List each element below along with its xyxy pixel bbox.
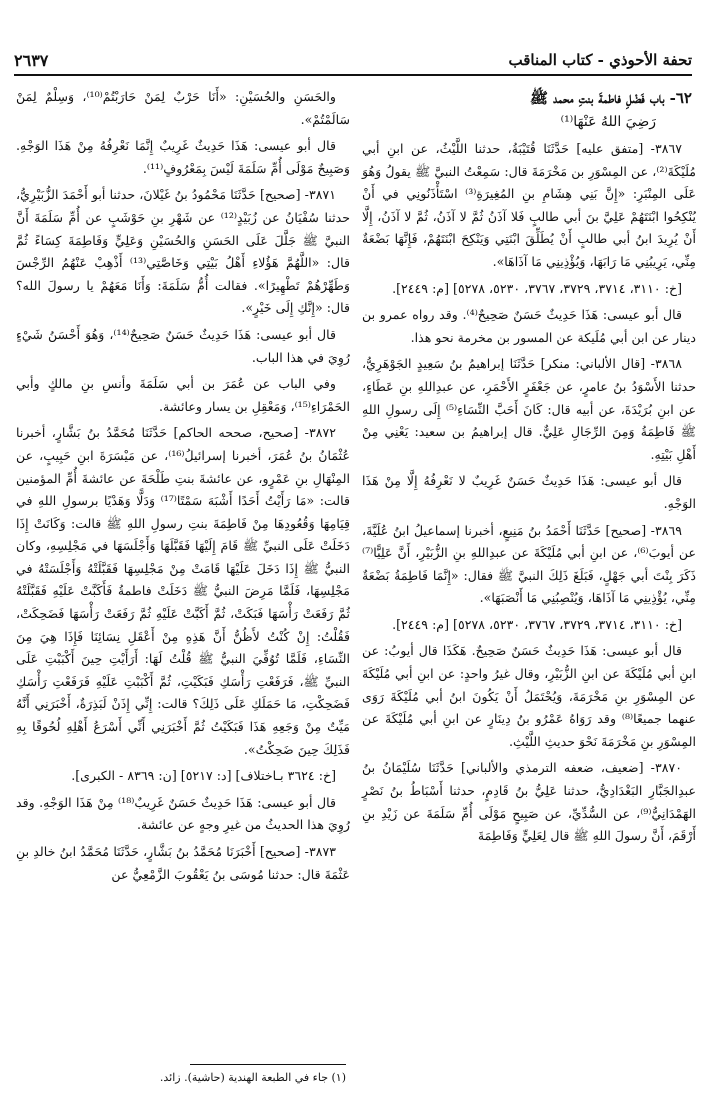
left-column bbox=[16, 86, 350, 890]
hadith-3869: ٣٨٦٩- [صحيح] حَدَّثَنَا أَحْمَدُ بنُ مَنِيعٍ، أخبرنا إسماعيلُ ابنُ عُلَيَّةَ، عن أيوبَ⁽⁶⁾، عن ابنِ أبي مُلَيْكَةَ عن عبدِاللهِ بنِ الزُّبَيْرِ، أَنَّ عَلِيًّا⁽⁷⁾ ذَكَرَ بِنْتَ أبي جَهْلٍ، فَبَلَغَ ذَلِكَ النبيَّ ﷺ فقال: «إِنَّمَا فَاطِمَةُ بَضْعَةٌ مِنِّي، يُؤْذِينِي مَا آذَاهَا، وَيُنْصِبُنِي مَا أَنْصَبَهَا». bbox=[362, 522, 696, 606]
tirmidhi-comment: قال أبو عيسى: هَذَا حَدِيثٌ حَسَنٌ غَرِيبٌ⁽¹⁸⁾ مِنْ هَذَا الوَجْهِ. وقد رُوِيَ هذا الحديثُ من غيرِ وجهٍ عن عائشة. bbox=[16, 794, 350, 833]
chapter-subtitle: رَضِيَ اللهُ عَنْهَا⁽¹⁾ bbox=[560, 114, 656, 130]
tirmidhi-comment: قال أبو عيسى: هَذَا حَدِيثٌ حَسَنٌ صَحِيحٌ⁽¹⁴⁾، وَهُوَ أَحْسَنُ شَيْءٍ رُوِيَ في هذا الباب. bbox=[16, 326, 350, 365]
source-references: [خ: ٣١١٠، ٣٧١٤، ٣٧٢٩، ٣٧٦٧، ٥٢٣٠، ٥٢٧٨] [م: ٢٤٤٩]. bbox=[392, 280, 682, 296]
running-title: تحفة الأحوذي - كتاب المناقب bbox=[508, 51, 692, 69]
hadith-3868: ٣٨٦٨- [قال الألباني: منكر] حَدَّثَنَا إبراهيمُ بنُ سَعِيدٍ الجَوْهَرِيُّ، حدثنا الأَسْوَدُ بنُ عامرٍ، عن جَعْفَرٍ الأَحْمَرِ، عن عبدِاللهِ بنِ عَطَاءٍ، عن ابنِ بُرَيْدَةَ، عن أبيه قال: كَانَ أَحَبَّ النِّسَاءِ⁽⁵⁾ إِلَى رسولِ اللهِ ﷺ فَاطِمَةُ وَمِنَ الرِّجَالِ عَلِيٌّ. قال إبراهيمُ بن سعيد: يَعْنِي مِنْ أَهْلِ بَيْتِهِ. bbox=[362, 356, 697, 462]
source-references: [خ: ٣١١٠، ٣٧١٤، ٣٧٢٩، ٣٧٦٧، ٥٢٣٠، ٥٢٧٨] [م: ٢٤٤٩]. bbox=[392, 616, 682, 632]
chapter-title: ٦٢- باب فَضْلِ فاطمةَ بنتِ محمد ﷺ bbox=[529, 89, 692, 107]
related-narrations: وفي الباب عن عُمَرَ بن أبي سَلَمَةَ وأنسِ بنِ مالكٍ وأبي الحَمْرَاءِ⁽¹⁵⁾، وَمَعْقِلِ بن يسار وعائشة. bbox=[16, 376, 350, 414]
tirmidhi-comment: قال أبو عيسى: هَذَا حَدِيثٌ حَسَنٌ صَحِيحٌ⁽⁴⁾. وقد رواه عمرو بن دينار عن ابن أبي مُلَيكة عن المسور بن مخرمة نحو هذا. bbox=[362, 307, 696, 345]
page-number: ٢٦٣٧ bbox=[14, 50, 49, 70]
tirmidhi-comment: قال أبو عيسى: هَذَا حَدِيثٌ غَرِيبٌ إِنَّمَا نَعْرِفُهُ مِنْ هَذَا الوَجْهِ. وَصَبِيحٌ مَوْلَى أُمِّ سَلَمَةَ لَيْسَ بِمَعْرُوفٍ⁽¹¹⁾. bbox=[16, 138, 350, 176]
hadith-continuation: والحَسَنِ والحُسَيْنِ: «أَنَا حَرْبٌ لِمَنْ حَارَبْتُمْ⁽¹⁰⁾، وَسِلْمٌ لِمَنْ سَالَمْتُمْ». bbox=[16, 89, 350, 127]
tirmidhi-comment: قال أبو عيسى: هَذَا حَدِيثٌ حَسَنٌ صَحِيحٌ. هَكَذَا قال أيوبُ: عن ابنِ أبي مُلَيْكَةَ عن ابنِ الزُّبَيْرِ، وقال غيرُ واحدٍ: عن ابنِ أبي مُلَيْكَةَ عن المِسْوَرِ بنِ مَخْرَمَةَ، وَيُحْتَمَلُ أَنْ يَكُونَ ابنُ أبي مُلَيْكَةَ رَوَى عنهما جميعًا⁽⁸⁾ وقد رَوَاهُ عَمْرُو بنُ دِينَارٍ عن ابنِ أبي مُلَيْكَةَ عن المِسْوَرِ بنِ مَخْرَمَةَ نَحْوَ حديثِ اللَّيْثِ. bbox=[362, 643, 696, 749]
hadith-3867: ٣٨٦٧- [متفق عليه] حَدَّثَنَا قُتَيْبَةُ، حدثنا اللَّيْثُ، عن ابنِ أبي مُلَيْكَةَ⁽²⁾، عن المِسْوَرِ بن مَخْرَمَةَ قال: سَمِعْتُ النبيَّ ﷺ يقولُ وَهُوَ عَلَى المِنْبَرِ: «إِنَّ بَنِي هِشَامِ بنِ المُغِيرَةِ⁽³⁾ اسْتَأْذَنُونِي في أَنْ يُنْكِحُوا ابْنَتَهُمْ عَلِيَّ بنَ أبي طالبٍ فَلا آذَنُ ثُمَّ لا آذَنُ، ثُمَّ لا آذَنُ، إِلَّا أَنْ يُرِيدَ ابنُ أبي طالبٍ أَنْ يُطَلِّقَ ابْنَتِي وَيَنْكِحَ ابْنَتَهُمْ، فَإِنَّهَا بَضْعَةٌ مِنِّي، يَرِيبُنِي مَا رَابَهَا، وَيُؤْذِينِي مَا آذَاهَا». bbox=[362, 141, 696, 269]
hadith-3871: ٣٨٧١- [صحيح] حَدَّثَنَا مَحْمُودُ بنُ غَيْلانَ، حدثنا أبو أَحْمَدَ الزُّبَيْرِيُّ، حدثنا سُفْيَانُ عن زُبَيْدٍ⁽¹²⁾ عن شَهْرِ بنِ حَوْشَبٍ عن أُمِّ سَلَمَةَ أَنَّ النبيَّ ﷺ جَلَّلَ عَلَى الحَسَنِ وَالحُسَيْنِ وَعَلِيٍّ وَفَاطِمَةَ كِسَاءً ثُمَّ قال: «اللَّهُمَّ هَؤُلاءِ أَهْلُ بَيْتِي وَخَاصَّتِي⁽¹³⁾ أَذْهِبْ عَنْهُمُ الرِّجْسَ وَطَهِّرْهُمْ تَطْهِيرًا». فقالت أُمُّ سَلَمَةَ: وَأَنَا مَعَهُمْ يا رسولَ الله؟ قال: «إِنَّكِ إِلَى خَيْرٍ». bbox=[16, 187, 350, 316]
hadith-3873: ٣٨٧٣- [صحيح] أَخْبَرَنَا مُحَمَّدُ بنُ بَشَّارٍ، حَدَّثَنَا مُحَمَّدُ ابنُ خالدِ بنِ عَثْمَةَ قال: حدثنا مُوسَى بنُ يَعْقُوبَ الزَّمْعِيُّ عن bbox=[16, 844, 350, 882]
hadith-3870: ٣٨٧٠- [ضعيف، ضعفه الترمذي والألباني] حَدَّثَنَا سُلَيْمَانُ بنُ عبدِالجَبَّارِ البَغْدَادِيُّ، حدثنا عَلِيُّ بنُ قَادِمٍ، حدثنا أَسْبَاطُ بنُ نَصْرٍ الهَمْدَانِيُّ⁽⁹⁾، عن السُّدِّيِّ، عن صَبِيحٍ مَوْلَى أُمِّ سَلَمَةَ عن زَيْدِ بنِ أَرْقَمَ، أَنَّ رسولَ اللهِ ﷺ قال لِعَلِيٍّ وَفَاطِمَةَ bbox=[362, 760, 696, 844]
hadith-3872: ٣٨٧٢- [صحيح، صححه الحاكم] حَدَّثَنَا مُحَمَّدُ بنُ بَشَّارٍ، أخبرنا عُثْمَانُ بنُ عُمَرَ، أخبرنا إسرائيلُ⁽¹⁶⁾، عن مَيْسَرَةَ ابنِ حَبِيبٍ، عن المِنْهَالِ بنِ عَمْرٍو، عن عائشةَ بنتِ طَلْحَةَ عن عائشةَ أُمِّ المؤمنين قالت: «مَا رَأَيْتُ أَحَدًا أَشْبَهَ سَمْتًا⁽¹⁷⁾ وَدَلًّا وَهَدْيًا برسولِ اللهِ في قِيَامِهَا وَقُعُودِهَا مِنْ فَاطِمَةَ بنتِ رسولِ اللهِ ﷺ قالت: وَكَانَتْ إِذَا دَخَلَتْ عَلَى النبيِّ ﷺ قَامَ إِلَيْهَا فَقَبَّلَهَا وَأَجْلَسَهَا في مَجْلِسِهِ، وكان النبيُّ ﷺ إِذَا دَخَلَ عَلَيْهَا قَامَتْ مِنْ مَجْلِسِهَا فَقَبَّلَتْهُ وَأَجْلَسَتْهُ في مَجْلِسِهَا، فَلَمَّا مَرِضَ النبيُّ ﷺ دَخَلَتْ فاطمةُ فَأَكَبَّتْ عَلَيْهِ فَقَبَّلَتْهُ ثُمَّ رَفَعَتْ رَأْسَهَا فَبَكَتْ، ثُمَّ أَكَبَّتْ عَلَيْهِ ثُمَّ رَفَعَتْ رَأْسَهَا فَضَحِكَتْ، فَقُلْتُ: إِنْ كُنْتُ لأَظُنُّ أَنَّ هَذِهِ مِنْ أَعْقَلِ نِسَائِنَا فَإِذَا هِيَ مِنَ النِّسَاءِ، فَلَمَّا تُوُفِّيَ النبيُّ ﷺ قُلْتُ لَهَا: أَرَأَيْتِ حِينَ أَكْبَبْتِ عَلَى النبيِّ ﷺ، فَرَفَعْتِ رَأْسَكِ فَبَكَيْتِ، ثُمَّ أَكْبَبْتِ عَلَيْهِ فَرَفَعْتِ رَأْسَكِ فَضَحِكْتِ، مَا حَمَلَكِ عَلَى ذَلِكَ؟ قالت: إِنِّي إِذَنْ لَبَذِرَةٌ، أَخْبَرَنِي أَنَّهُ مَيِّتٌ مِنْ وَجَعِهِ هَذَا فَبَكَيْتُ ثُمَّ أَخْبَرَنِي أَنِّي أَسْرَعُ أَهْلِهِ لُحُوقًا بِهِ فَذَلِكَ حِينَ ضَحِكْتُ». bbox=[16, 425, 351, 757]
right-column bbox=[362, 86, 696, 852]
footnote-divider bbox=[190, 1064, 346, 1065]
source-references: [خ: ٣٦٢٤ بـاختلاف] [د: ٥٢١٧] [ن: ٨٣٦٩ - الكبرى]. bbox=[71, 768, 336, 784]
footnote: (١) جاء في الطبعة الهندية (حاشية). زائد. bbox=[159, 1071, 346, 1084]
chapter-heading bbox=[362, 86, 696, 134]
running-header bbox=[14, 46, 692, 76]
tirmidhi-comment: قال أبو عيسى: هَذَا حَدِيثٌ حَسَنٌ غَرِيبٌ لا نَعْرِفُهُ إِلَّا مِنْ هَذَا الوَجْهِ. bbox=[362, 473, 696, 511]
